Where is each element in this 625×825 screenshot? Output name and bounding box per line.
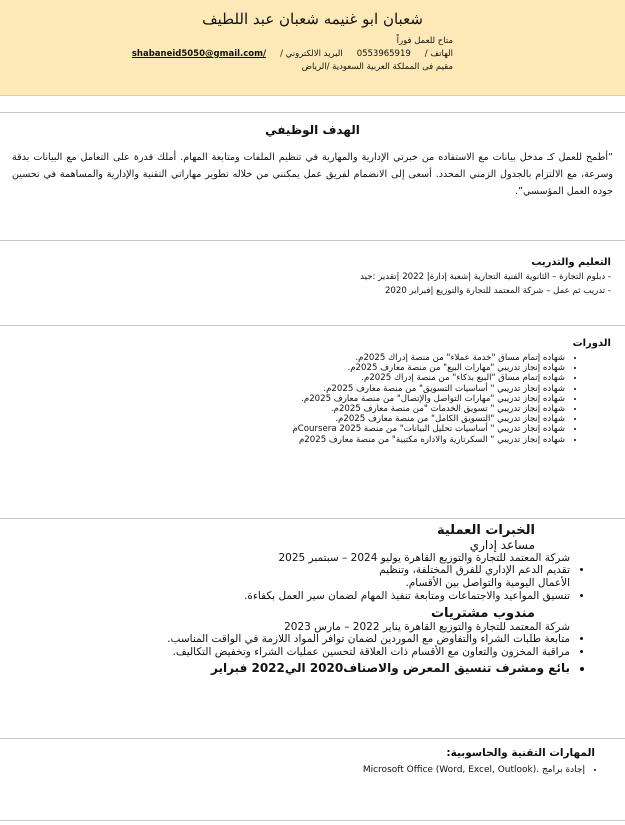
job1-tasks [0,564,625,603]
skill-item: • إجادة برامج .(Microsoft Office (Word, Excel, Outlook [0,765,585,775]
job2-tasks [0,633,625,677]
education-line-1: - دبلوم التجارة – الثانوية الفنية التجارية |شعبة إدارة| 2022 |تقدير :جيد [360,272,611,282]
job1-role: مساعد إداري [469,538,535,552]
job2-task: • مراقبة المخزون والتعاون مع الأقسام ذات العلاقة لتحسين عمليات الشراء وتخفيض التكاليف. [0,646,570,659]
job1-task: الأعمال اليومية والتواصل بين الأقسام. [405,577,570,589]
objective-section [0,112,625,200]
course-item: • شهاده إتمام مساق "البيع بذكاء" من منصة إدراك 2025م. [0,373,565,383]
skills-section [0,738,625,775]
course-item: • شهاده إتمام مساق "خدمة عملاء" من منصة إدراك 2025م. [0,353,565,363]
phone-label: الهاتف / [424,49,453,59]
phone-number: 0553965919 [356,49,411,59]
skills-title: المهارات التقنية والحاسوبية: [446,747,595,759]
education-line-2: - تدريب ثم عمل – شركة المعتمد للتجارة والتوزيع |فبراير 2020 [384,286,611,296]
course-item: • شهاده إنجاز تدريبي " أساسيات التسويق" من منصة معارف 2025م. [0,384,565,394]
candidate-name: شعبان ابو غنيمه شعبان عبد اللطيف [202,10,423,28]
bottom-divider [0,820,625,821]
course-item: • شهاده إنجاز تدريبي " أساسيات تحليل البيانات" من منصة Coursera 2025م [0,424,565,434]
job1-company: شركة المعتمد للتجارة والتوزيع القاهرة يوليو 2024 – سبتمبر 2025 [278,552,570,564]
education-section [0,240,625,296]
availability-text: متاح للعمل فوراً [396,36,453,46]
objective-title: الهدف الوظيفي [265,123,360,137]
email-label: البريد الالكتروني / [280,49,343,59]
course-item: • شهاده إنجاز تدريبي "مهارات التواصل والإتصال" من منصة معارف 2025م. [0,394,565,404]
job2-company: شركة المعتمد للتجارة والتوزيع القاهرة يناير 2022 – مارس 2023 [284,621,570,633]
job2-extra: • بائع ومشرف تنسيق المعرض والاصناف2020 الي2022 فبراير [0,659,570,677]
education-title: التعليم والتدريب [531,257,611,268]
residence-text: مقيم فى المملكة العربية السعودية /الرياض [301,62,453,72]
courses-list [0,353,625,445]
job1-task: • تقديم الدعم الإداري للفرق المختلفة، وتنظيم [0,564,570,577]
job2-task: • متابعة طلبات الشراء والتفاوض مع الموردين لضمان توافر المواد اللازمة في الواقت المناسب. [0,633,570,646]
courses-section [0,325,625,445]
course-item: • شهاده إنجاز تدريبي "مهارات البيع" من منصة معارف 2025م. [0,363,565,373]
course-item: • شهاده إنجاز تدريبي " تسويق الخدمات "من منصة معارف 2025م. [0,404,565,414]
objective-text: ”أطمح للعمل كـ مدخل بيانات مع الاستفاده من خبرتي الإدارية والمهارية في تنظيم الملفات ومتابعة المهام. أملك قدرة على التعامل مع البيانات بدقة وسرعة، مع الالتزام بالجدول الزمني المحدد. أسعى إلى الانضمام لفريق عمل يمكنني من خلاله تطوير مهاراتي التقنية والإدارية والمساهمة في تحسين جوده العمل المؤسسي”. [12,152,613,197]
resume-header [0,0,625,96]
experience-section [0,518,625,677]
course-item: • شهاده إنجاز تدريبي "التسويق الكامل" من منصة معارف 2025م. [0,414,565,424]
job2-role: مندوب مشتريات [430,606,535,621]
skills-list [0,765,625,775]
contact-line [12,49,613,59]
course-item: • شهاده إنجاز تدريبي " السكرتارية والاداره مكتبية" من منصة معارف 2025م [0,435,565,445]
email-link[interactable]: shabaneid5050@gmail.com/ [131,49,267,59]
experience-title: الخبرات العملية [436,523,535,538]
job1-task: • تنسيق المواعيد والاجتماعات ومتابعة تنفيذ المهام لضمان سير العمل بكفاءة. [0,590,570,603]
courses-title: الدورات [572,338,611,349]
